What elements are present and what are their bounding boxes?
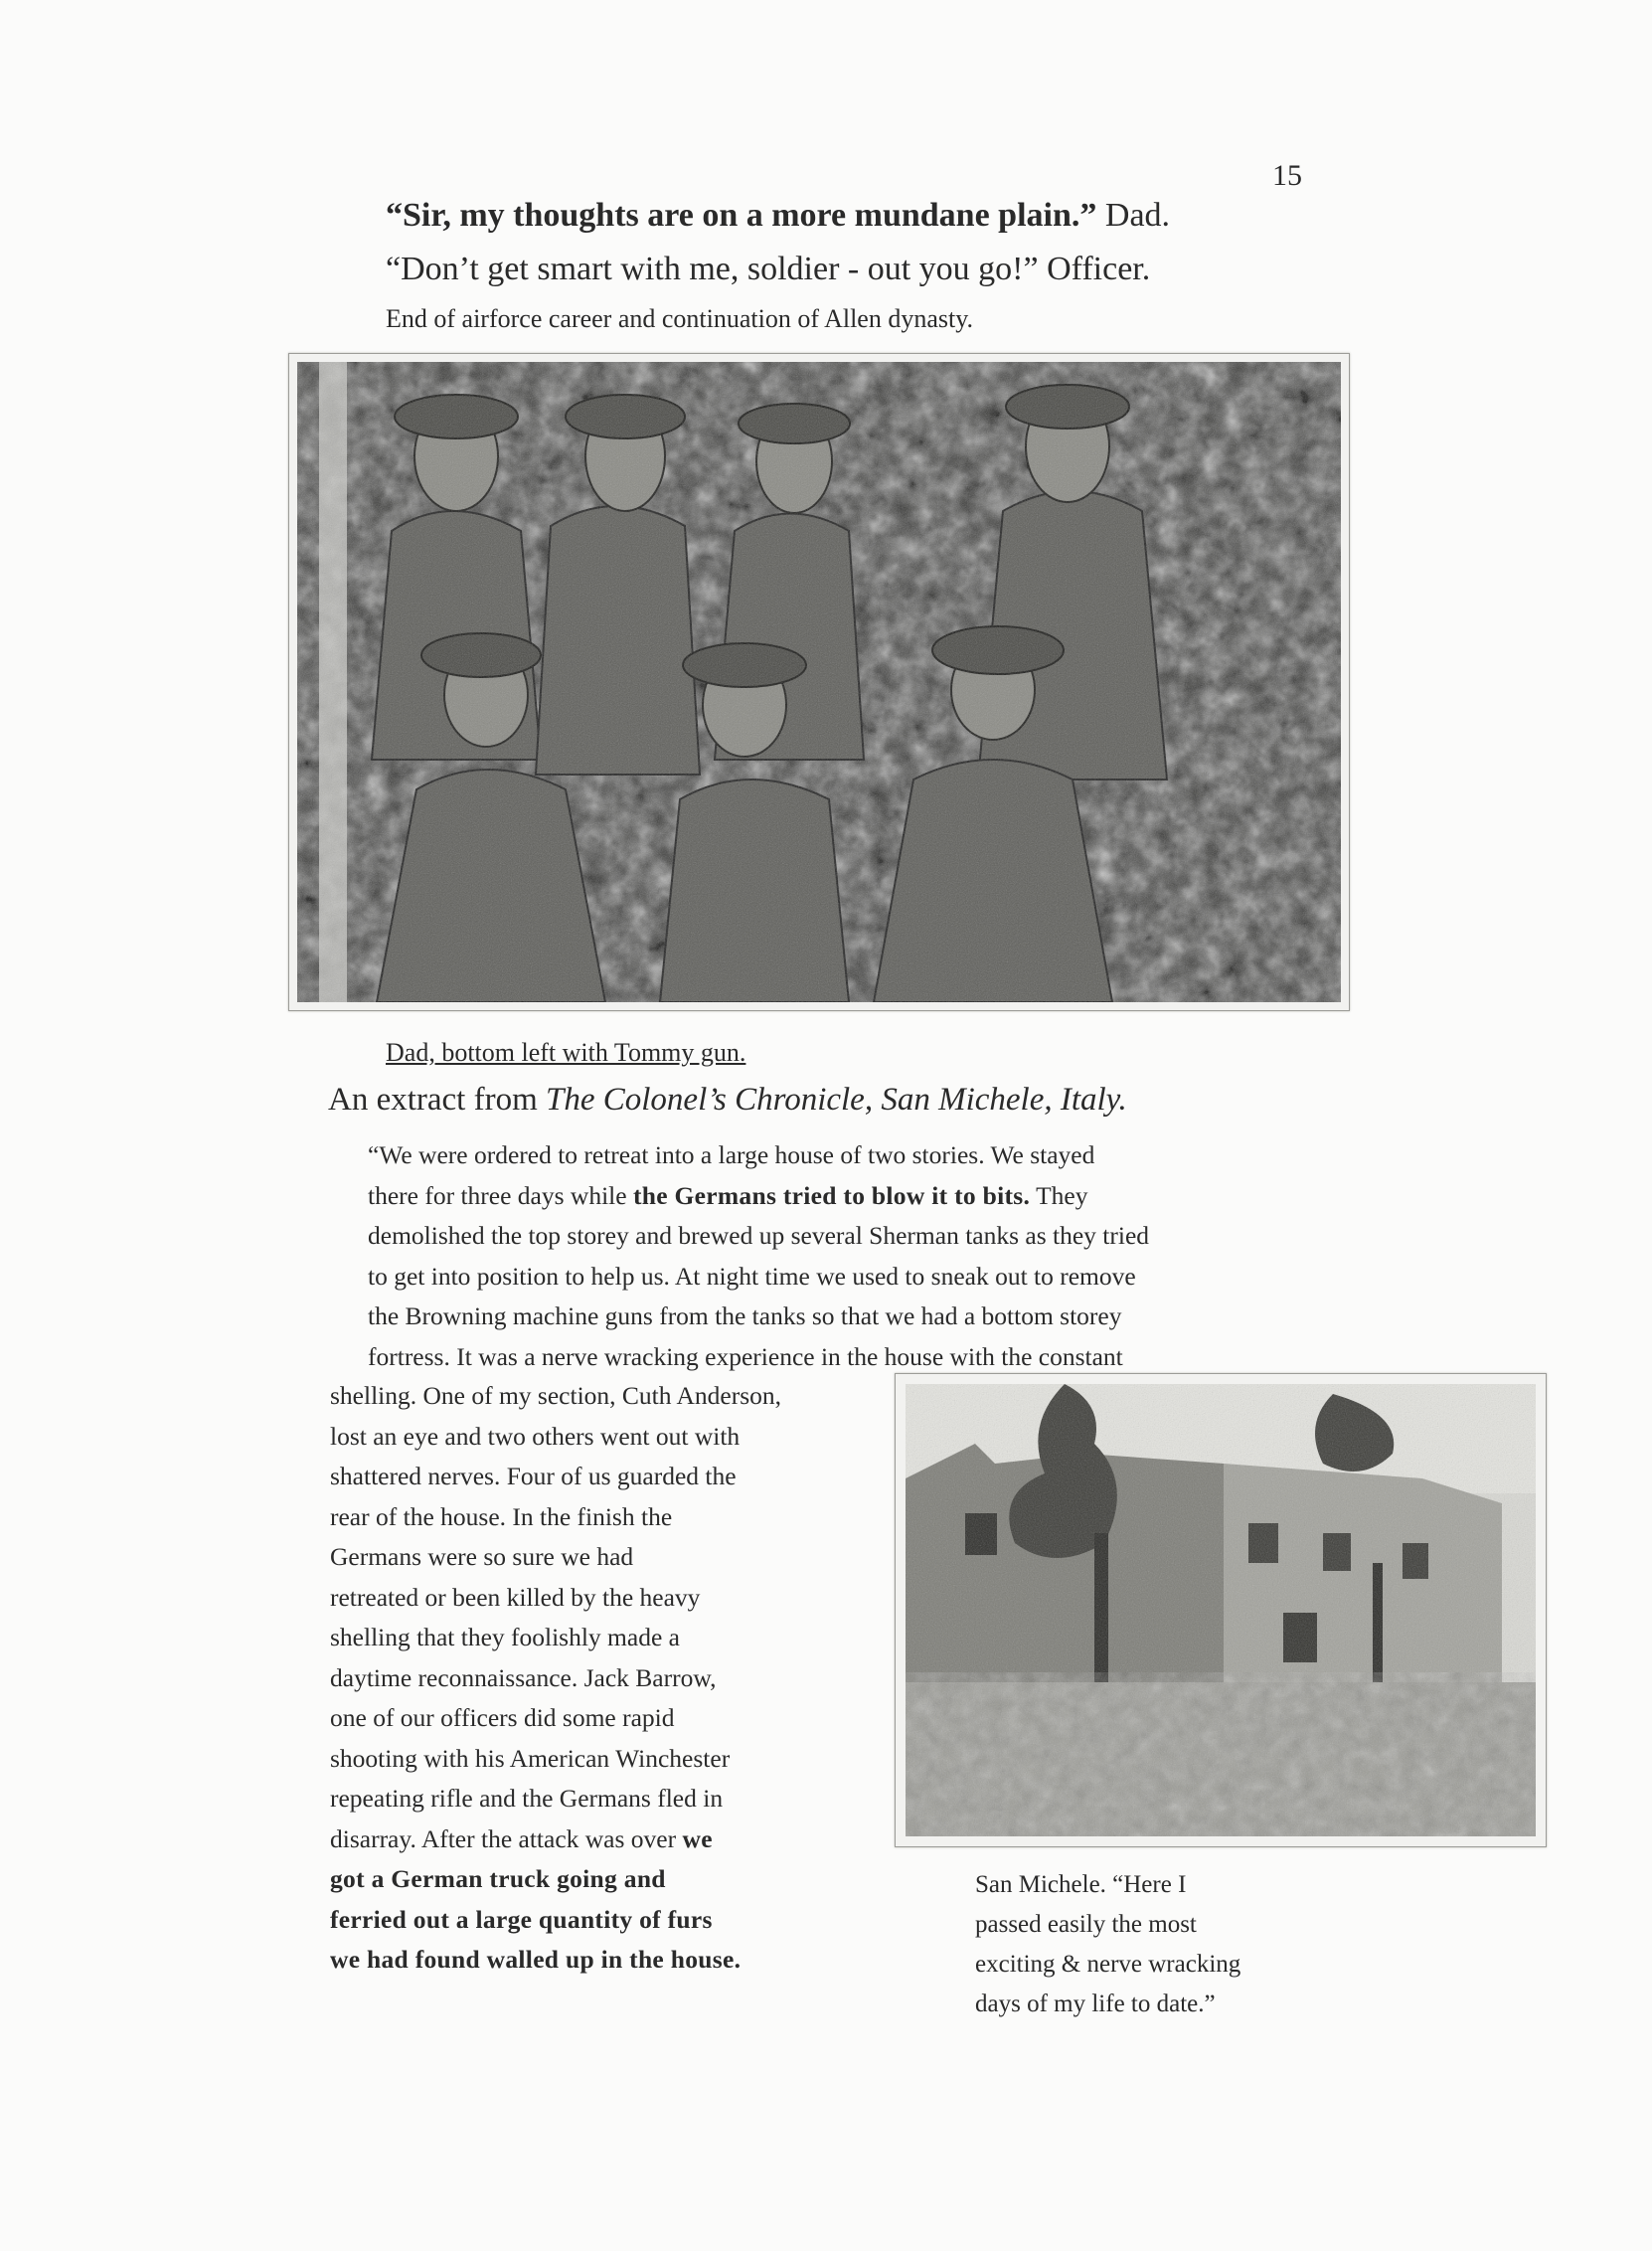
- caption-line: passed easily the most: [975, 1911, 1197, 1938]
- soldiers-photo: [297, 362, 1341, 1002]
- paragraph-line: fortress. It was a nerve wracking experience in the house with the constant: [368, 1341, 1123, 1371]
- paragraph-line: rear of the house. In the finish the: [330, 1501, 673, 1531]
- paragraph-line: one of our officers did some rapid: [330, 1703, 675, 1732]
- caption-line: San Michele. “Here I: [975, 1871, 1187, 1898]
- caption-line: exciting & nerve wracking: [975, 1951, 1241, 1978]
- extract-paragraph-narrow: [330, 1376, 781, 1981]
- paragraph-line: Germans were so sure we had: [330, 1542, 634, 1571]
- house-photo-caption: [975, 1865, 1240, 2024]
- paragraph-line: [330, 1940, 781, 1981]
- paragraph-line: shattered nerves. Four of us guarded the: [330, 1462, 737, 1490]
- dialogue-line-2: “Don’t get smart with me, soldier - out you go!” Officer.: [386, 251, 1151, 287]
- paragraph-line: [330, 1859, 781, 1900]
- paragraph-line: daytime reconnaissance. Jack Barrow,: [330, 1662, 717, 1692]
- soldiers-photo-caption: Dad, bottom left with Tommy gun.: [386, 1038, 746, 1067]
- caption-line: days of my life to date.”: [975, 1991, 1216, 2017]
- bold-run: ferried out a large quantity of furs: [330, 1904, 713, 1934]
- paragraph-line: retreated or been killed by the heavy: [330, 1582, 701, 1612]
- paragraph-line: shooting with his American Winchester: [330, 1743, 731, 1773]
- text-run: disarray. After the attack was over: [330, 1823, 683, 1853]
- extract-source: The Colonel’s Chronicle, San Michele, Italy.: [546, 1082, 1127, 1118]
- paragraph-line: shelling that they foolishly made a: [330, 1623, 680, 1651]
- extract-heading: [328, 1082, 1127, 1119]
- paragraph-line: [368, 1176, 1149, 1217]
- paragraph-line: shelling. One of my section, Cuth Anderson,: [330, 1381, 781, 1410]
- bold-run: the Germans tried to blow it to bits.: [632, 1180, 1031, 1210]
- text-run: They: [1030, 1180, 1088, 1210]
- photo-soldiers-frame: [288, 353, 1350, 1011]
- intro-line: End of airforce career and continuation of Allen dynasty.: [386, 304, 974, 333]
- paragraph-line: [330, 1900, 781, 1941]
- paragraph-line: lost an eye and two others went out with: [330, 1421, 741, 1451]
- house-photo: [906, 1384, 1536, 1836]
- paragraph-line: [330, 1819, 781, 1860]
- bold-run: got a German truck going and: [330, 1864, 666, 1893]
- page-number: 15: [1272, 159, 1302, 192]
- extract-prefix: An extract from: [328, 1082, 546, 1118]
- extract-paragraph-wide: [368, 1135, 1149, 1377]
- bold-run: we had found walled up in the house.: [330, 1945, 742, 1974]
- dialogue-speaker: Dad.: [1096, 197, 1171, 234]
- dialogue-line-1: [386, 197, 1170, 235]
- paragraph-line: “We were ordered to retreat into a large house of two stories. We stayed: [368, 1140, 1095, 1169]
- photo-house-frame: [895, 1373, 1547, 1847]
- text-run: there for three days while: [368, 1180, 633, 1210]
- bold-run: we: [682, 1823, 713, 1853]
- paragraph-line: repeating rifle and the Germans fled in: [330, 1784, 724, 1813]
- paragraph-line: demolished the top storey and brewed up several Sherman tanks as they tried: [368, 1221, 1150, 1250]
- dialogue-quote-bold: “Sir, my thoughts are on a more mundane plain.”: [386, 197, 1097, 234]
- paragraph-line: to get into position to help us. At night time we used to sneak out to remove: [368, 1261, 1136, 1291]
- paragraph-line: the Browning machine guns from the tanks so that we had a bottom storey: [368, 1301, 1122, 1330]
